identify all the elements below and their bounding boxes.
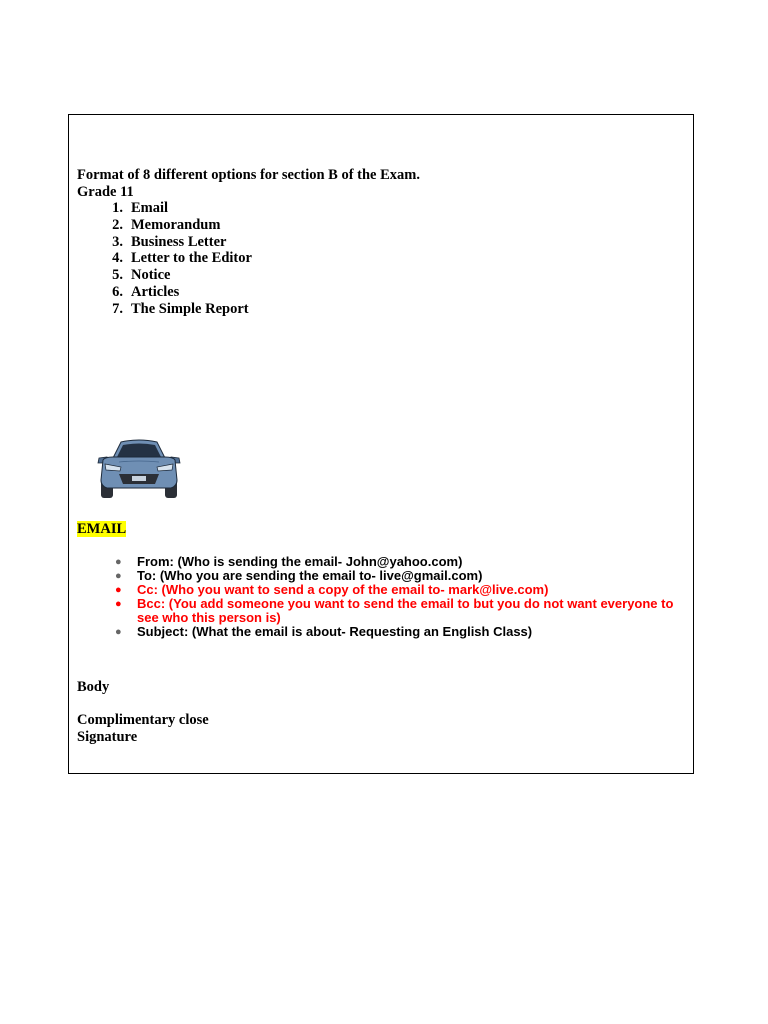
email-closing [77, 679, 209, 745]
list-item: ● Cc: (Who you want to send a copy of the email to- mark@live.com) [115, 582, 549, 597]
list-item: 7. The Simple Report [112, 300, 249, 317]
list-item: 1. Email [112, 200, 169, 216]
options-list [77, 200, 252, 318]
complimentary-close-label: Complimentary close [77, 712, 209, 728]
list-item: 3. Business Letter [112, 233, 227, 250]
signature-label: Signature [77, 728, 138, 745]
email-fields-list [115, 555, 675, 639]
grade-text: Grade 11 [77, 184, 134, 200]
document-heading [77, 167, 420, 201]
list-item: ● Subject: (What the email is about- Requesting an English Class) [115, 624, 533, 639]
list-item: ● From: (Who is sending the email- John@yahoo.com) [115, 554, 463, 569]
email-heading: EMAIL [77, 521, 127, 537]
document-frame [68, 114, 694, 774]
intro-text: Format of 8 different options for section B of the Exam. [77, 167, 420, 183]
list-item: ● To: (Who you are sending the email to- live@gmail.com) [115, 568, 483, 583]
list-item: 2. Memorandum [112, 216, 221, 233]
body-label: Body [77, 679, 110, 695]
list-item: 5. Notice [112, 267, 171, 284]
list-item: 6. Articles [112, 283, 180, 300]
car-icon [89, 430, 189, 505]
list-item: 4. Letter to the Editor [112, 250, 252, 267]
list-item: ● Bcc: (You add someone you want to send the email to but you do not want everyone to see who this person is) [115, 596, 674, 625]
